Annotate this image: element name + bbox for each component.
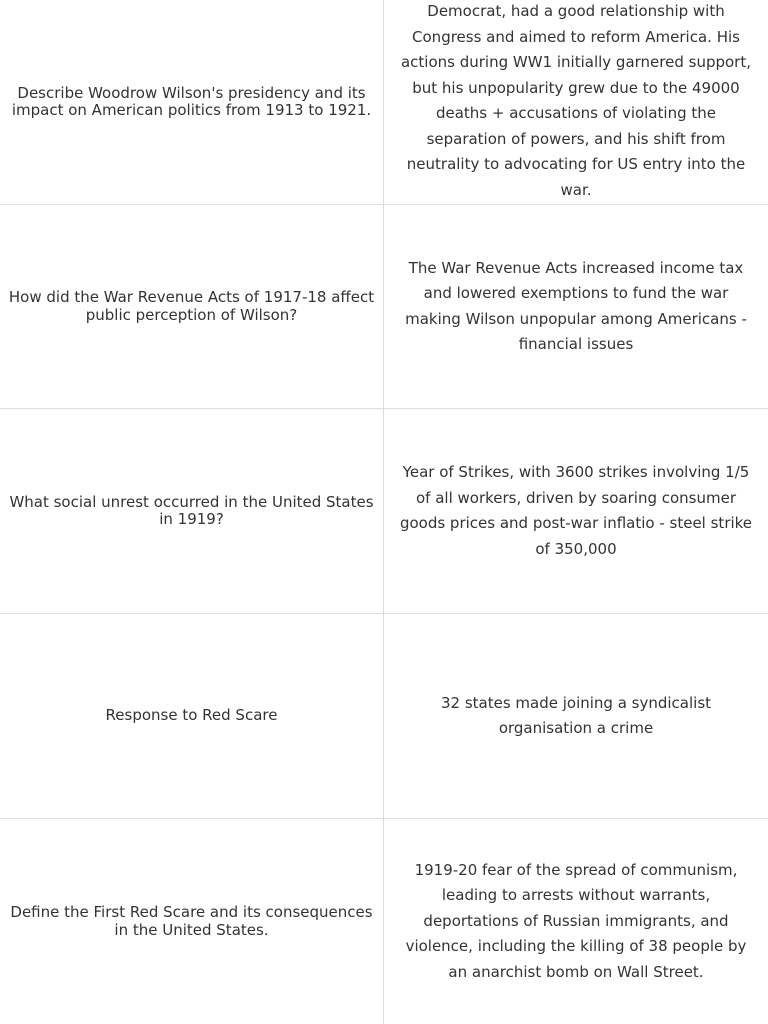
definition-text: Year of Strikes, with 3600 strikes involving 1/5 of all workers, driven by soaring consumer goods prices and post-war inflatio - steel strike of 350,000 [399,463,753,558]
flashcard-row [0,409,768,614]
term-cell [0,0,384,204]
term-text: Describe Woodrow Wilson's presidency and its impact on American politics from 1913 to 1921. [11,83,372,119]
term-cell [0,819,384,1024]
term-cell [0,614,384,818]
definition-cell [384,0,768,204]
term-text: Response to Red Scare [105,706,278,725]
definition-cell [384,614,768,818]
definition-cell [384,409,768,613]
definition-text: Democrat, had a good relationship with Congress and aimed to reform America. His actions during WW1 initially garnered support, but his unpopularity grew due to the 49000 deaths + accusations of violating the separation of powers, and his shift from neutrality to advocating for US entry into the war. [400,2,752,199]
flashcard-row [0,614,768,819]
definition-text: 1919-20 fear of the spread of communism, leading to arrests without warrants, deportations of Russian immigrants, and violence, including the killing of 38 people by an anarchist bomb on Wall Street. [405,860,747,981]
definition-text: 32 states made joining a syndicalist organisation a crime [440,693,712,737]
term-text: What social unrest occurred in the United States in 1919? [9,492,374,528]
term-text: How did the War Revenue Acts of 1917-18 affect public perception of Wilson? [8,288,375,324]
flashcard-row [0,819,768,1024]
flashcard-row [0,205,768,409]
term-cell [0,409,384,613]
term-text: Define the First Red Scare and its consequences in the United States. [10,903,373,939]
flashcard-row [0,0,768,205]
definition-text: The War Revenue Acts increased income tax and lowered exemptions to fund the war making Wilson unpopular among Americans - financial issues [405,258,747,353]
definition-cell [384,819,768,1024]
term-cell [0,205,384,408]
definition-cell [384,205,768,408]
